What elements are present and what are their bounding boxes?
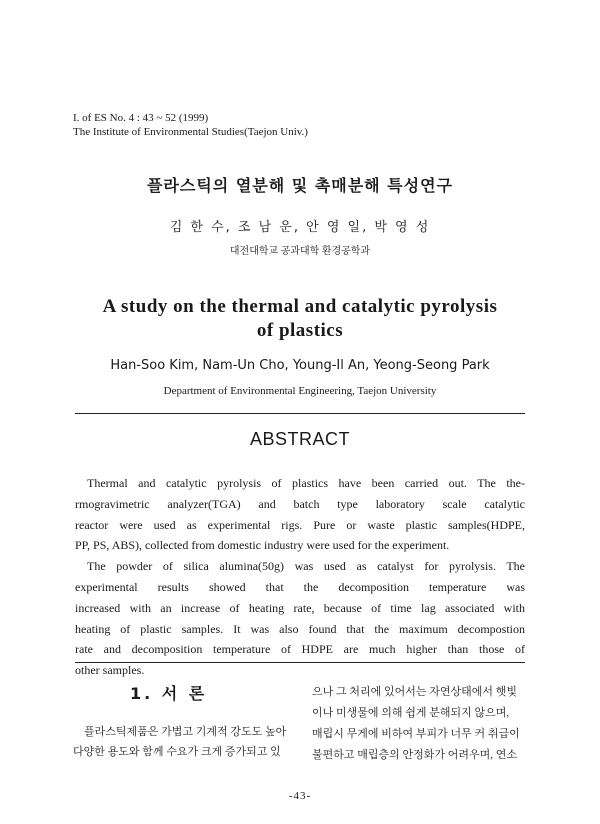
- body-line: 이나 미생물에 의해 쉽게 분해되지 않으며,: [312, 707, 510, 719]
- section-heading: 1. 서 론: [130, 684, 208, 703]
- journal-citation: I. of ES No. 4 : 43 ~ 52 (1999): [73, 112, 209, 124]
- body-line: 불편하고 매립층의 안정화가 어려우며, 연소: [312, 749, 518, 761]
- body-line: 으나 그 처리에 있어서는 자연상태에서 햇빛: [312, 686, 518, 698]
- abstract-line: rate and decomposition temperature of HDPE are much higher than those of: [75, 642, 525, 657]
- abstract-line: The powder of silica alumina(50g) was used as catalyst for pyrolysis. The: [87, 559, 525, 574]
- abstract-line: other samples.: [75, 663, 145, 678]
- abstract-line: experimental results showed that the decomposition temperature was: [75, 579, 525, 594]
- english-title-line: A study on the thermal and catalytic pyrolysis: [102, 296, 498, 317]
- abstract-line: heating of plastic samples. It was also found that the maximum decompostion: [75, 621, 525, 636]
- korean-title: 플라스틱의 열분해 및 촉매분해 특성연구: [146, 176, 454, 195]
- abstract-top-rule: [75, 413, 525, 414]
- abstract-line: reactor were used as experimental rigs. Pure or waste plastic samples(HDPE,: [75, 517, 525, 532]
- abstract-line: increased with an increase of heating rate, because of time lag associated with: [75, 600, 525, 615]
- left-column-text: [73, 722, 285, 762]
- right-column-text: [312, 682, 526, 766]
- journal-institute: The Institute of Environmental Studies(Taejon Univ.): [73, 126, 308, 138]
- english-affiliation: Department of Environmental Engineering, Taejon University: [163, 385, 437, 397]
- abstract-line: rmogravimetric analyzer(TGA) and batch type laboratory scale catalytic: [75, 496, 525, 511]
- abstract-heading: ABSTRACT: [249, 429, 350, 449]
- body-line: 플라스틱제품은 가볍고 기계적 강도도 높아: [84, 726, 287, 738]
- abstract-line: PP, PS, ABS), collected from domestic industry were used for the experiment.: [75, 538, 450, 553]
- korean-authors: 김 한 수, 조 남 운, 안 영 일, 박 영 성: [169, 220, 431, 235]
- page-number: -43-: [288, 790, 312, 802]
- korean-affiliation: 대전대학교 공과대학 환경공학과: [229, 246, 371, 257]
- body-line: 다양한 용도와 함께 수요가 크게 증가되고 있: [73, 746, 281, 758]
- abstract-bottom-rule: [75, 662, 525, 663]
- english-title: [0, 295, 600, 343]
- english-authors: Han-Soo Kim, Nam-Un Cho, Young-Il An, Yeong-Seong Park: [110, 358, 490, 373]
- abstract-line: Thermal and catalytic pyrolysis of plastics have been carried out. The the-: [87, 476, 525, 490]
- journal-header: [73, 111, 308, 139]
- body-line: 매립시 무게에 비하여 부피가 너무 커 취급이: [312, 728, 520, 740]
- english-title-line: of plastics: [256, 320, 344, 341]
- abstract-body: [75, 473, 525, 681]
